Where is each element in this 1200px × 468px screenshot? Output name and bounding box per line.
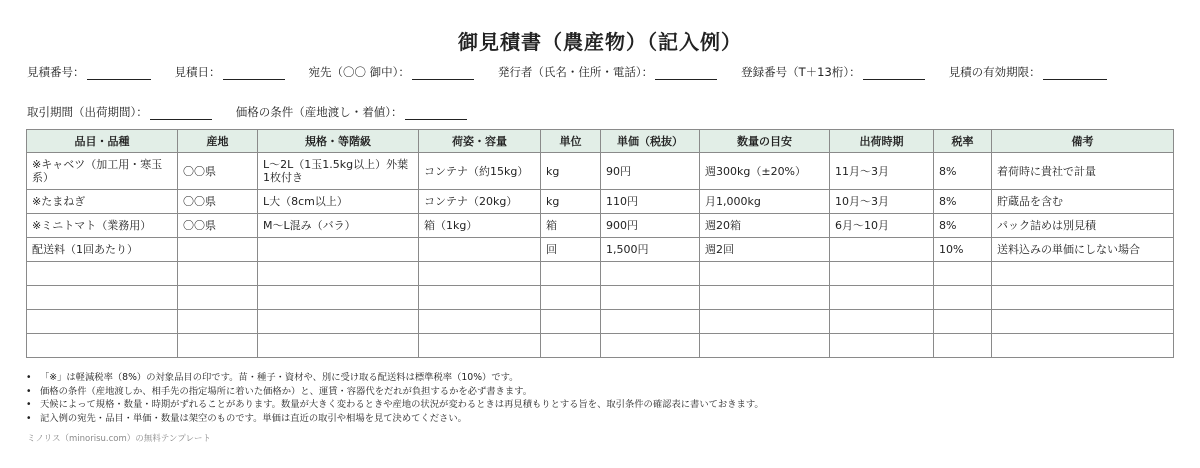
cell-origin[interactable] [178, 238, 258, 262]
recipient-label: 宛先（〇〇 御中）： [308, 65, 410, 79]
cell-remarks[interactable]: 着荷時に貴社で計量 [992, 153, 1174, 190]
cell-origin[interactable]: 〇〇県 [178, 153, 258, 190]
column-header-unit-price: 単価（税抜） [601, 130, 700, 153]
cell-unit[interactable] [541, 334, 601, 358]
cell-remarks[interactable]: パック詰めは別見積 [992, 214, 1174, 238]
registration-number-field [741, 64, 924, 80]
cell-shipping-period[interactable]: 11月〜3月 [830, 153, 934, 190]
cell-packaging[interactable]: コンテナ（約15kg） [419, 153, 541, 190]
cell-grade[interactable]: L〜2L（1玉1.5kg以上）外葉1枚付き [258, 153, 419, 190]
table-row [27, 262, 1174, 286]
cell-grade[interactable] [258, 334, 419, 358]
estimate-date-field [175, 64, 285, 80]
cell-item[interactable]: ※たまねぎ [27, 190, 178, 214]
table-row [27, 153, 1174, 190]
validity-blank[interactable] [1043, 67, 1107, 80]
cell-origin[interactable]: 〇〇県 [178, 214, 258, 238]
table-row [27, 190, 1174, 214]
column-header-unit: 単位 [541, 130, 601, 153]
cell-unit[interactable] [541, 286, 601, 310]
cell-unit[interactable]: kg [541, 153, 601, 190]
column-header-quantity: 数量の目安 [700, 130, 830, 153]
cell-unit[interactable] [541, 262, 601, 286]
note-item: • 価格の条件（産地渡しか、相手先の指定場所に着いた価格か）と、運賃・容器代をだれが負担するかを必ず書きます。 [26, 385, 764, 399]
estimate-number-field [27, 64, 151, 80]
estimate-date-blank[interactable] [223, 67, 285, 80]
cell-unit-price[interactable]: 900円 [601, 214, 700, 238]
issuer-label: 発行者（氏名・住所・電話）： [497, 65, 654, 79]
cell-tax-rate[interactable]: 8% [934, 190, 992, 214]
cell-unit-price[interactable] [601, 310, 700, 334]
column-header-shipping-period: 出荷時期 [830, 130, 934, 153]
cell-item[interactable]: ※ミニトマト（業務用） [27, 214, 178, 238]
cell-unit-price[interactable]: 1,500円 [601, 238, 700, 262]
cell-grade[interactable]: M〜L混み（バラ） [258, 214, 419, 238]
column-header-remarks: 備考 [992, 130, 1174, 153]
cell-shipping-period[interactable] [830, 334, 934, 358]
cell-quantity[interactable]: 週300kg（±20%） [700, 153, 830, 190]
cell-remarks[interactable] [992, 334, 1174, 358]
cell-remarks[interactable]: 貯蔵品を含む [992, 190, 1174, 214]
cell-unit[interactable] [541, 310, 601, 334]
estimate-number-label: 見積番号： [27, 65, 85, 79]
header-fields-row2 [27, 104, 467, 120]
cell-item[interactable] [27, 334, 178, 358]
cell-origin[interactable] [178, 334, 258, 358]
cell-tax-rate[interactable] [934, 286, 992, 310]
trade-period-blank[interactable] [150, 107, 212, 120]
cell-shipping-period[interactable] [830, 238, 934, 262]
cell-quantity[interactable] [700, 286, 830, 310]
column-header-item: 品目・品種 [27, 130, 178, 153]
validity-field [949, 64, 1107, 80]
registration-number-blank[interactable] [863, 67, 925, 80]
cell-quantity[interactable]: 週20箱 [700, 214, 830, 238]
cell-grade[interactable]: L大（8cm以上） [258, 190, 419, 214]
cell-unit[interactable]: 回 [541, 238, 601, 262]
cell-item[interactable] [27, 262, 178, 286]
cell-quantity[interactable] [700, 310, 830, 334]
note-item: • 天候によって規格・数量・時期がずれることがあります。数量が大きく変わるときや産地の状況が変わるときは再見積もりとする旨を、取引条件の確認表に書いておきます。 [26, 398, 764, 412]
cell-origin[interactable]: 〇〇県 [178, 190, 258, 214]
header-fields-row1 [27, 64, 1107, 80]
registration-number-label: 登録番号（T＋13桁）： [741, 65, 861, 79]
cell-quantity[interactable]: 月1,000kg [700, 190, 830, 214]
cell-tax-rate[interactable] [934, 310, 992, 334]
cell-tax-rate[interactable]: 10% [934, 238, 992, 262]
cell-quantity[interactable] [700, 334, 830, 358]
column-header-grade: 規格・等階級 [258, 130, 419, 153]
cell-origin[interactable] [178, 286, 258, 310]
price-condition-field [236, 104, 467, 120]
cell-packaging[interactable] [419, 334, 541, 358]
column-header-packaging: 荷姿・容量 [419, 130, 541, 153]
cell-remarks[interactable] [992, 286, 1174, 310]
cell-remarks[interactable]: 送料込みの単価にしない場合 [992, 238, 1174, 262]
table-row [27, 214, 1174, 238]
trade-period-label: 取引期間（出荷期間）： [27, 105, 148, 119]
cell-packaging[interactable]: コンテナ（20kg） [419, 190, 541, 214]
recipient-field [309, 64, 474, 80]
cell-item[interactable] [27, 286, 178, 310]
cell-item[interactable]: ※キャベツ（加工用・寒玉系） [27, 153, 178, 190]
cell-packaging[interactable] [419, 262, 541, 286]
price-condition-label: 価格の条件（産地渡し・着値）： [235, 105, 403, 119]
document-title: 御見積書（農産物）（記入例） [458, 30, 742, 54]
cell-quantity[interactable] [700, 262, 830, 286]
estimate-number-blank[interactable] [87, 67, 151, 80]
cell-item[interactable] [27, 310, 178, 334]
cell-unit-price[interactable] [601, 286, 700, 310]
cell-packaging[interactable] [419, 238, 541, 262]
table-row [27, 286, 1174, 310]
table-row [27, 238, 1174, 262]
cell-packaging[interactable] [419, 286, 541, 310]
cell-shipping-period[interactable] [830, 286, 934, 310]
recipient-blank[interactable] [412, 67, 474, 80]
validity-label: 見積の有効期限： [948, 65, 1041, 79]
note-item: • 「※」は軽減税率（8%）の対象品目の印です。苗・種子・資材や、別に受け取る配送料は標準税率（10%）です。 [26, 371, 764, 385]
cell-shipping-period[interactable]: 6月〜10月 [830, 214, 934, 238]
cell-unit-price[interactable] [601, 262, 700, 286]
notes-list [26, 371, 764, 425]
table-row [27, 310, 1174, 334]
footer-credit: ミノリス（minorisu.com）の無料テンプレート [27, 434, 211, 444]
cell-remarks[interactable] [992, 262, 1174, 286]
cell-unit-price[interactable] [601, 334, 700, 358]
price-condition-blank[interactable] [405, 107, 467, 120]
cell-packaging[interactable] [419, 310, 541, 334]
cell-remarks[interactable] [992, 310, 1174, 334]
cell-unit-price[interactable]: 90円 [601, 153, 700, 190]
estimate-table [26, 129, 1174, 358]
cell-packaging[interactable]: 箱（1kg） [419, 214, 541, 238]
cell-item[interactable]: 配送料（1回あたり） [27, 238, 178, 262]
column-header-origin: 産地 [178, 130, 258, 153]
column-header-tax-rate: 税率 [934, 130, 992, 153]
cell-tax-rate[interactable] [934, 334, 992, 358]
cell-grade[interactable] [258, 262, 419, 286]
cell-tax-rate[interactable]: 8% [934, 214, 992, 238]
cell-origin[interactable] [178, 262, 258, 286]
note-item: • 記入例の宛先・品目・単価・数量は架空のものです。単価は直近の取引や相場を見て決めてください。 [26, 412, 764, 426]
estimate-date-label: 見積日： [174, 65, 221, 79]
cell-shipping-period[interactable] [830, 310, 934, 334]
cell-unit[interactable]: 箱 [541, 214, 601, 238]
cell-grade[interactable] [258, 286, 419, 310]
cell-tax-rate[interactable]: 8% [934, 153, 992, 190]
cell-grade[interactable] [258, 238, 419, 262]
cell-unit-price[interactable]: 110円 [601, 190, 700, 214]
cell-shipping-period[interactable]: 10月〜3月 [830, 190, 934, 214]
table-header-row [27, 130, 1174, 153]
cell-origin[interactable] [178, 310, 258, 334]
issuer-field [498, 64, 717, 80]
table-body [27, 153, 1174, 358]
issuer-blank[interactable] [655, 67, 717, 80]
trade-period-field [27, 104, 212, 120]
cell-shipping-period[interactable] [830, 262, 934, 286]
cell-quantity[interactable]: 週2回 [700, 238, 830, 262]
table-row [27, 334, 1174, 358]
cell-unit[interactable]: kg [541, 190, 601, 214]
cell-tax-rate[interactable] [934, 262, 992, 286]
cell-grade[interactable] [258, 310, 419, 334]
